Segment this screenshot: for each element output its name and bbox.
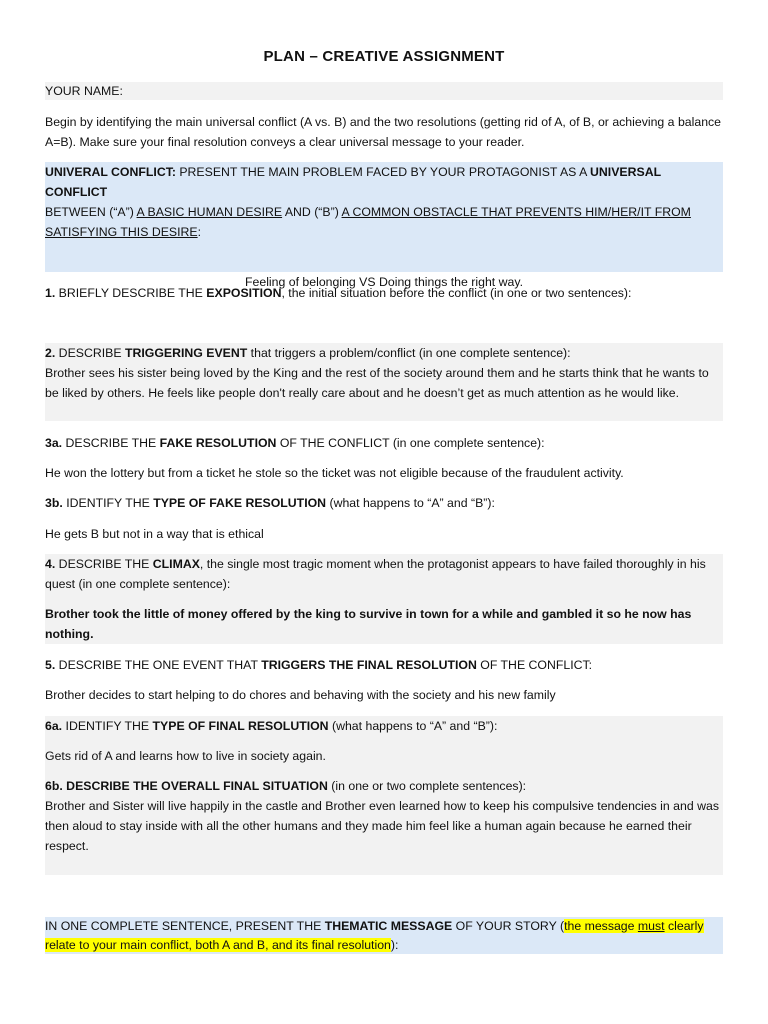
answer-3a[interactable]: He won the lottery but from a ticket he stole so the ticket was not eligible because of the fraudulent activity. [45, 466, 624, 480]
question-5: 5. DESCRIBE THE ONE EVENT THAT TRIGGERS THE FINAL RESOLUTION OF THE CONFLICT: [45, 658, 593, 672]
question-4: 4. DESCRIBE THE CLIMAX, the single most tragic moment when the protagonist appears to have failed thoroughly in his quest (in one complete sentence): Brother took the little of money offered by the king to survive in town for a while and gambled it so he now has nothing. [45, 554, 723, 644]
conflict-label: UNIVERAL CONFLICT: [45, 165, 176, 179]
page-title: PLAN – CREATIVE ASSIGNMENT [263, 48, 505, 65]
name-field[interactable] [45, 82, 723, 100]
answer-4[interactable]: Brother took the little of money offered by the king to survive in town for a while and gambled it so he now has nothing. [45, 607, 692, 641]
answer-2[interactable]: Brother sees his sister being loved by the King and the rest of the society around them and he starts think that he wants to be liked by others. He feels like people don't really care about and he doesn’t get as much attention as he would like. [45, 366, 709, 400]
answer-3b[interactable]: He gets B but not in a way that is ethical [45, 527, 264, 541]
conflict-line-3: SATISFYING THIS DESIRE: [45, 225, 202, 239]
question-1: 1. BRIEFLY DESCRIBE THE EXPOSITION, the initial situation before the conflict (in one or two sentences): [45, 286, 632, 300]
conflict-line-2: BETWEEN (“A”) A BASIC HUMAN DESIRE AND (“B”) A COMMON OBSTACLE THAT PREVENTS HIM/HER/IT FROM [45, 205, 691, 219]
conflict-line-1: UNIVERAL CONFLICT: PRESENT THE MAIN PROBLEM FACED BY YOUR PROTAGONIST AS A UNIVERSAL CONFLICT [45, 165, 661, 199]
conflict-answer[interactable]: Feeling of belonging VS Doing things the right way. [245, 275, 523, 289]
answer-6b[interactable]: Brother and Sister will live happily in the castle and Brother even learned how to keep his compulsive tendencies in and was then aloud to stay inside with all the other humans and they made him feel like a human again because he earned their respect. [45, 799, 719, 853]
question-6: 6a. IDENTIFY THE TYPE OF FINAL RESOLUTION (what happens to “A” and “B”): Gets rid of A and learns how to live in society again. 6b. DESCRIBE THE OVERALL FINAL SITUATION (in one or two complete sentences): Brother and Sister will live happily in the castle and Brother even learned how to keep his compulsive tendencies in and was then aloud to stay inside with all the other humans and they made him feel like a human again because he earned their respect. [45, 716, 723, 875]
answer-5[interactable]: Brother decides to start helping to do chores and behaving with the society and his new family [45, 688, 556, 702]
conflict-section [45, 162, 723, 289]
answer-6a[interactable]: Gets rid of A and learns how to live in society again. [45, 749, 326, 763]
question-2: 2. DESCRIBE TRIGGERING EVENT that triggers a problem/conflict (in one complete sentence): Brother sees his sister being loved by the King and the rest of the society around them and he starts think that he wants to be liked by others. He feels like people don't really care about and he doesn’t get as much attention as he would like. [45, 343, 723, 421]
thematic-message-section[interactable]: IN ONE COMPLETE SENTENCE, PRESENT THE THEMATIC MESSAGE OF YOUR STORY (the message must clearly relate to your main conflict, both A and B, and its final resolution): [45, 917, 723, 954]
question-3a: 3a. DESCRIBE THE FAKE RESOLUTION OF THE CONFLICT (in one complete sentence): [45, 436, 545, 450]
name-label: YOUR NAME: [45, 84, 123, 98]
intro-text: Begin by identifying the main universal conflict (A vs. B) and the two resolutions (getting rid of A, of B, or achieving a balance A=B). Make sure your final resolution conveys a clear universal message to your reader. [45, 115, 722, 149]
question-3b: 3b. IDENTIFY THE TYPE OF FAKE RESOLUTION (what happens to “A” and “B”): [45, 496, 495, 510]
